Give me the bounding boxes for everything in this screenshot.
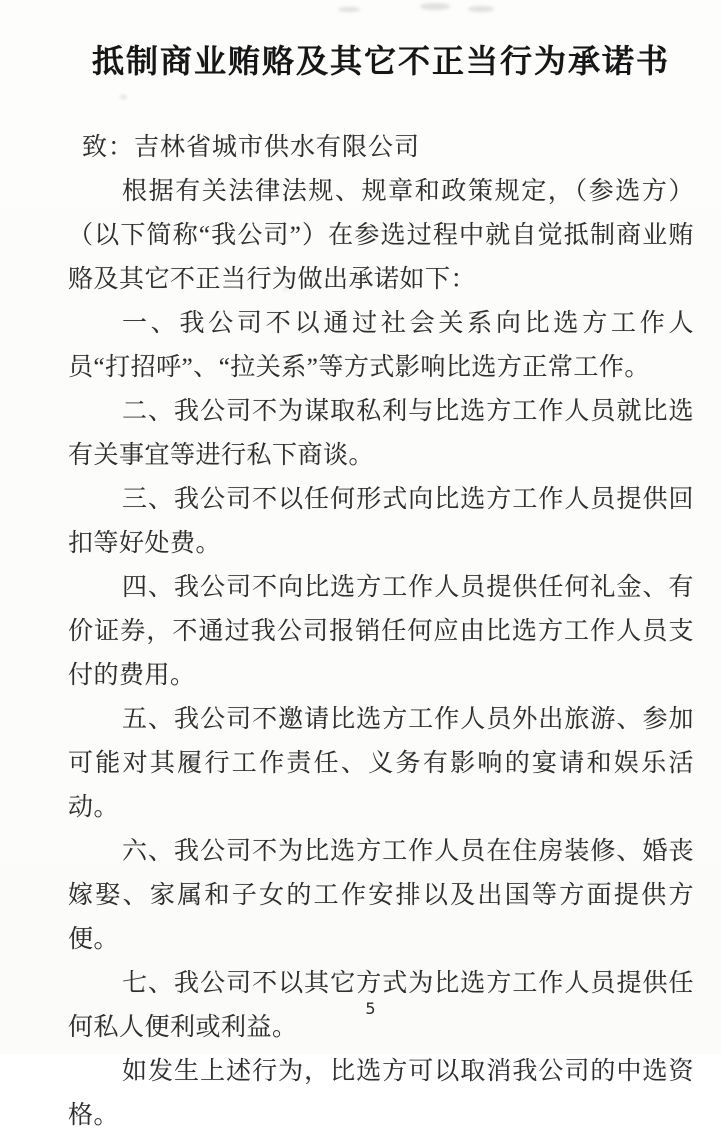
document-title: 抵制商业贿赂及其它不正当行为承诺书 bbox=[91, 43, 670, 79]
clause-4-paragraph: 四、我公司不向比选方工作人员提供任何礼金、有价证券，不通过我公司报销任何应由比选方工作人员支付的费用。 bbox=[68, 574, 694, 689]
clause-5-paragraph: 五、我公司不邀请比选方工作人员外出旅游、参加可能对其履行工作责任、义务有影响的宴请和娱乐活动。 bbox=[68, 706, 694, 821]
clause-6-paragraph: 六、我公司不为比选方工作人员在住房装修、婚丧嫁娶、家属和子女的工作安排以及出国等方面提供方便。 bbox=[68, 838, 694, 953]
clause-2-paragraph: 二、我公司不为谋取私利与比选方工作人员就比选有关事宜等进行私下商谈。 bbox=[68, 398, 694, 469]
clause-3-paragraph: 三、我公司不以任何形式向比选方工作人员提供回扣等好处费。 bbox=[68, 486, 694, 557]
scan-smudge bbox=[282, 287, 288, 291]
scan-smudge bbox=[468, 6, 494, 12]
scan-smudge bbox=[120, 95, 127, 99]
scan-smudge bbox=[338, 7, 360, 12]
closing-paragraph: 如发生上述行为，比选方可以取消我公司的中选资格。 bbox=[68, 1058, 694, 1129]
page-number: 5 bbox=[365, 999, 376, 1018]
scan-smudge bbox=[420, 3, 450, 10]
clause-7-paragraph: 七、我公司不以其它方式为比选方工作人员提供任何私人便利或利益。 bbox=[68, 970, 694, 1041]
paragraph-intro: 根据有关法律法规、规章和政策规定，（参选方）（以下简称“我公司”）在参选过程中就自觉抵制商业贿赂及其它不正当行为做出承诺如下： bbox=[68, 178, 694, 293]
clause-1-paragraph: 一、我公司不以通过社会关系向比选方工作人员“打招呼”、“拉关系”等方式影响比选方正常工作。 bbox=[68, 310, 694, 381]
salutation-line: 致：吉林省城市供水有限公司 bbox=[82, 134, 421, 161]
